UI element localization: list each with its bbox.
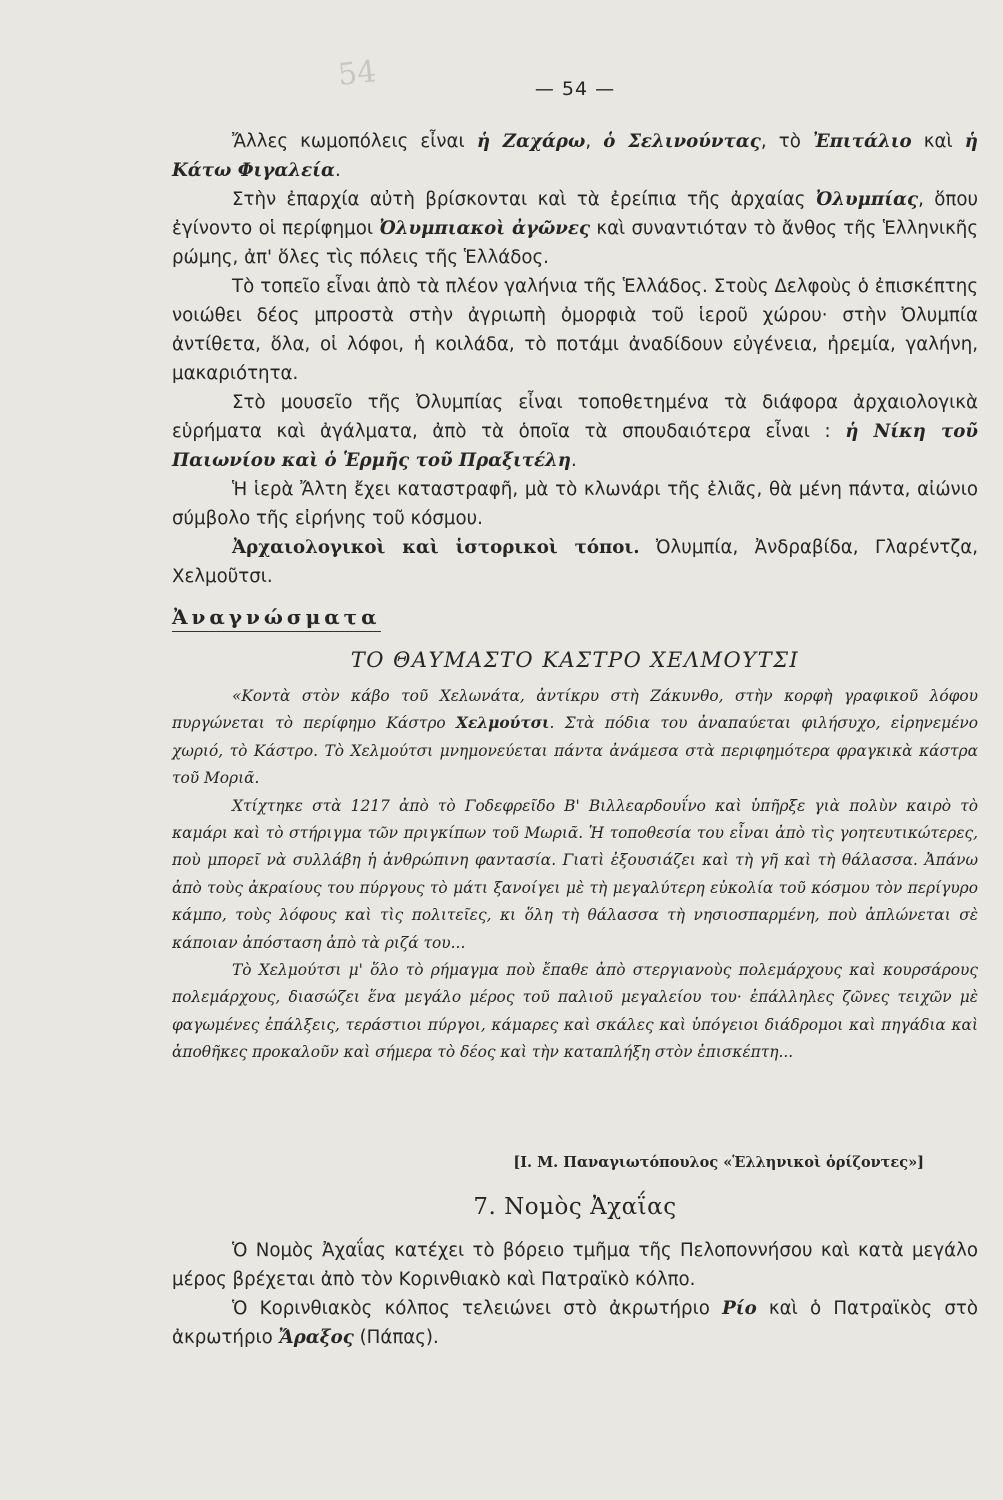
paragraph-olympia: Στὴν ἐπαρχία αὐτὴ βρίσκονται καὶ τὰ ἐρείπια τῆς ἀρχαίας Ὀλυμπίας, ὅπου ἐγίνοντο οἱ περίφημοι Ὀλυμπιακοὶ ἀγῶνες καὶ συναντιόταν τὸ ἄνθος τῆς Ἑλληνικῆς ρώμης, ἀπ' ὅλες τὶς πόλεις τῆς Ἑλλάδος. bbox=[172, 189, 979, 268]
paragraph-achaia-1: Ὁ Νομὸς Ἀχαΐας κατέχει τὸ βόρειο τμῆμα τῆς Πελοποννήσου καὶ κατὰ μεγάλο μέρος βρέχεται ἀπὸ τὸν Κορινθιακὸ καὶ Πατραϊκὸ κόλπο. bbox=[172, 1240, 978, 1290]
page-number: — 54 — bbox=[534, 78, 616, 100]
paragraph-altis: Ἡ ἱερὰ Ἄλτη ἔχει καταστραφῆ, μὰ τὸ κλωνάρι τῆς ἐλιᾶς, θὰ μένη πάντα, αἰώνιο σύμβολο τῆς εἰρήνης τοῦ κόσμου. bbox=[172, 479, 978, 529]
paragraph-towns: Ἄλλες κωμοπόλεις εἶναι ἡ Ζαχάρω, ὁ Σελινούντας, τὸ Ἐπιτάλιο καὶ ἡ Κάτω Φιγαλεία. bbox=[172, 131, 978, 181]
paragraph-achaia-2: Ὁ Κορινθιακὸς κόλπος τελειώνει στὸ ἀκρωτήριο Ρίο καὶ ὁ Πατραϊκὸς στὸ ἀκρωτήριο Ἄραξος (Πάπας). bbox=[172, 1298, 978, 1348]
paragraph-landscape: Τὸ τοπεῖο εἶναι ἀπὸ τὰ πλέον γαλήνια τῆς Ἑλλάδος. Στοὺς Δελφοὺς ὁ ἐπισκέπτης νοιώθει δέος μπροστὰ στὴν ἀγριωπὴ ὀμορφιὰ τοῦ ἱεροῦ χώρου· στὴν Ὀλυμπία ἀντίθετα, ὅλα, οἱ λόφοι, ἡ κοιλάδα, τὸ ποτάμι ἀναδίδουν εὐγένεια, ἠρεμία, γαλήνη, μακαριότητα. bbox=[172, 276, 978, 384]
readings-heading: Ἀναγνώσματα bbox=[172, 604, 381, 632]
reading-paragraph-1: «Κοντὰ στὸν κάβο τοῦ Χελωνάτα, ἀντίκρυ στὴ Ζάκυνθο, στὴν κορφὴ γραφικοῦ λόφου πυργώνεται τὸ περίφημο Κάστρο Χελμούτσι. Στὰ πόδια του ἀναπαύεται φιλήσυχο, εἰρηνεμένο χωριό, τὸ Κάστρο. Τὸ Χελμούτσι μνημονεύεται πάντα ἀνάμεσα στὰ περιφημότερα φραγκικὰ κάστρα τοῦ Μοριᾶ. bbox=[172, 687, 978, 788]
body-text-achaia bbox=[172, 1236, 978, 1352]
reading-paragraph-2: Χτίχτηκε στὰ 1217 ἀπὸ τὸ Γοδεφρεῖδο Β' Βιλλεαρδουΐνο καὶ ὑπῆρξε γιὰ πολὺν καιρὸ τὸ καμάρι καὶ τὸ στήριγμα τῶν πριγκίπων τοῦ Μωριᾶ. Ἡ τοποθεσία του εἶναι ἀπὸ τὶς γοητευτικώτερες, ποὺ μπορεῖ νὰ συλλάβη ἡ ἀνθρώπινη φαντασία. Γιατὶ ἐξουσιάζει καὶ τὴ γῆ καὶ τὴ θάλασσα. Ἀπάνω ἀπὸ τοὺς ἀκραίους του πύργους τὸ μάτι ξανοίγει μὲ τὴ μεγαλύτερη εὐκολία τοῦ κόσμου τὸν περίγυρο κάμπο, τοὺς λόφους καὶ τὶς πολιτεῖες, κι ὅλη τὴ θάλασσα τὴ νησιοσπαρμένη, ποὺ ἁπλώνεται σὲ κάποιαν ἀπόσταση ἀπὸ τὰ ριζά του... bbox=[172, 796, 978, 952]
section-title-achaia: 7. Νομὸς Ἀχαΐας bbox=[473, 1194, 677, 1220]
paragraph-sites: Ἀρχαιολογικοὶ καὶ ἱστορικοὶ τόποι. Ὀλυμπία, Ἀνδραβίδα, Γλαρέντζα, Χελμοῦτσι. bbox=[172, 537, 978, 587]
reading-passage bbox=[172, 683, 978, 1067]
body-text-top bbox=[172, 127, 978, 591]
reading-paragraph-3: Τὸ Χελμούτσι μ' ὅλο τὸ ρήμαγμα ποὺ ἔπαθε ἀπὸ στεργιανοὺς πολεμάρχους καὶ κουρσάρους πολεμάρχους, διασώζει ἕνα μεγάλο μέρος τοῦ παλιοῦ μεγαλείου του· ἐπάλληλες ζῶνες τειχῶν μὲ φαγωμένες ἐπάλξεις, τεράστιοι πύργοι, κάμαρες καὶ σκάλες καὶ ὑπόγειοι διάδρομοι καὶ πηγάδια καὶ ἀποθῆκες προκαλοῦν καὶ σήμερα τὸ δέος καὶ τὴν καταπλήξη στὸν ἐπισκέπτη... bbox=[172, 961, 978, 1062]
pencil-page-mark: 54 bbox=[336, 54, 378, 93]
reading-attribution: [Ι. Μ. Παναγιωτόπουλος «Ἑλληνικοὶ ὁρίζοντες»] bbox=[513, 1154, 924, 1171]
paragraph-museum: Στὸ μουσεῖο τῆς Ὀλυμπίας εἶναι τοποθετημένα τὰ διάφορα ἀρχαιολογικὰ εὑρήματα καὶ ἀγάλματα, ἀπὸ τὰ ὁποῖα τὰ σπουδαιότερα εἶναι : ἡ Νίκη τοῦ Παιωνίου καὶ ὁ Ἑρμῆς τοῦ Πραξιτέλη. bbox=[172, 392, 978, 471]
story-title: ΤΟ ΘΑΥΜΑΣΤΟ ΚΑΣΤΡΟ ΧΕΛΜΟΥΤΣΙ bbox=[350, 648, 800, 672]
